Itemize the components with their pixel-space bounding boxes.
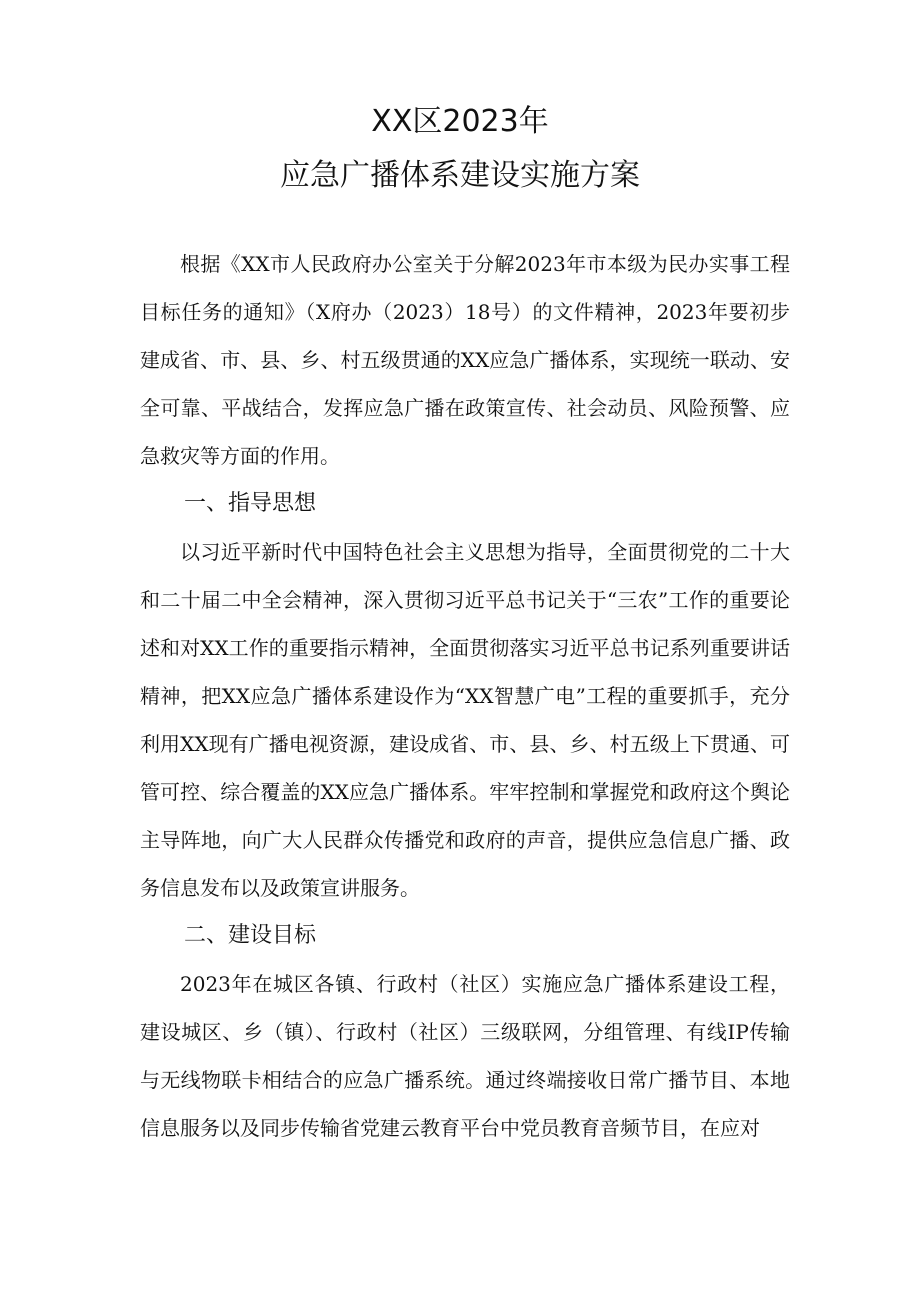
- document-title-line1: XX区2023年: [371, 104, 549, 139]
- section-paragraph-guiding-ideology: 以习近平新时代中国特色社会主义思想为指导，全面贯彻党的二十大和二十届二中全会精神，深入贯彻习近平总书记关于“三农”工作的重要论述和对XX工作的重要指示精神，全面贯彻落实习近平总书记系列重要讲话精神，把XX应急广播体系建设作为“XX智慧广电”工程的重要抓手，充分利用XX现有广播电视资源，建设成省、市、县、乡、村五级上下贯通、可管可控、综合覆盖的XX应急广播体系。牢牢控制和掌握党和政府这个舆论主导阵地，向广大人民群众传播党和政府的声音，提供应急信息广播、政务信息发布以及政策宣讲服务。: [140, 540, 790, 900]
- section-heading-guiding-ideology: 一、指导思想: [184, 491, 317, 516]
- document-body: [140, 240, 790, 1152]
- section-heading-construction-goals: 二、建设目标: [184, 923, 317, 948]
- section-paragraph-construction-goals: 2023年在城区各镇、行政村（社区）实施应急广播体系建设工程，建设城区、乡（镇）、行政村（社区）三级联网，分组管理、有线IP传输与无线物联卡相结合的应急广播系统。通过终端接收日常广播节目、本地信息服务以及同步传输省党建云教育平台中党员教育音频节目，在应对: [140, 972, 790, 1140]
- document-title-line2: 应急广播体系建设实施方案: [280, 158, 640, 193]
- intro-paragraph: 根据《XX市人民政府办公室关于分解2023年市本级为民办实事工程目标任务的通知》（X府办（2023）18号）的文件精神，2023年要初步建成省、市、县、乡、村五级贯通的XX应急广播体系，实现统一联动、安全可靠、平战结合，发挥应急广播在政策宣传、社会动员、风险预警、应急救灾等方面的作用。: [140, 252, 790, 468]
